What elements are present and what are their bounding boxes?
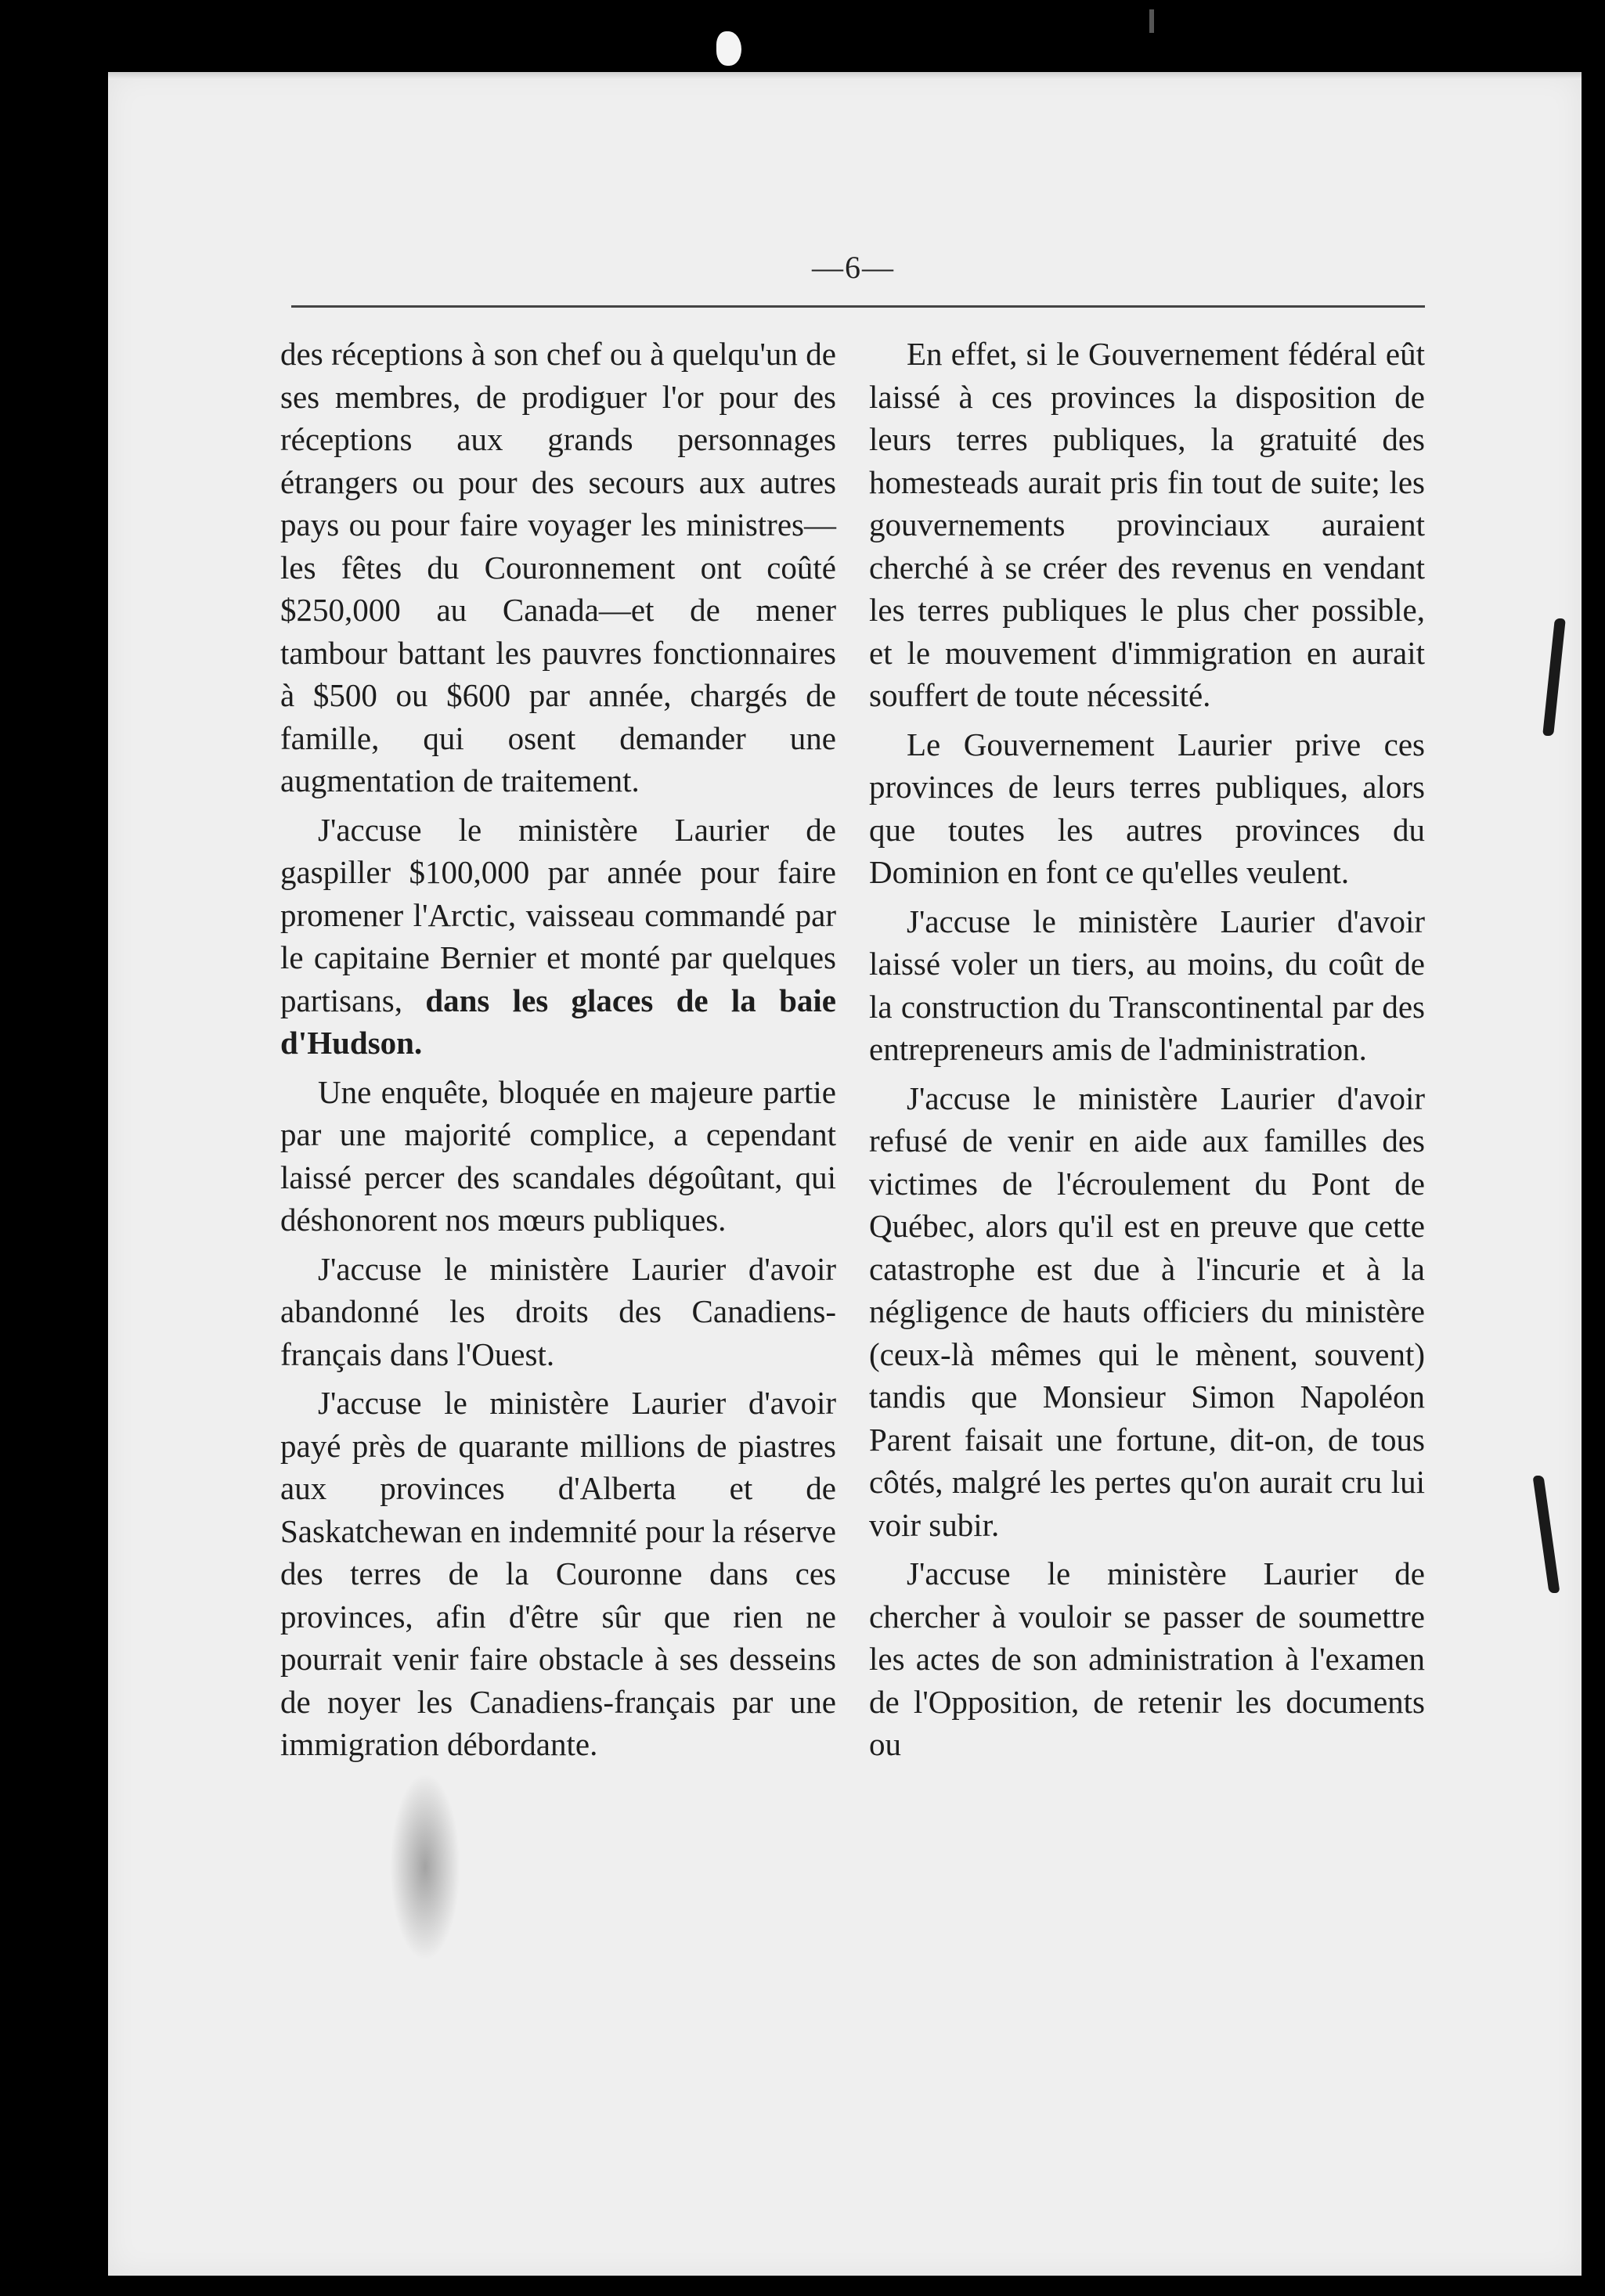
film-scratch: [1149, 9, 1154, 33]
ink-smudge: [390, 1773, 460, 1961]
paragraph-bold-text: dans les glaces de la baie d'Hudson.: [280, 982, 836, 1061]
right-column: [869, 333, 1425, 1772]
page-edge-shadow: [108, 72, 1582, 80]
paragraph: J'accuse le ministère Laurier d'avoir abandonné les droits des Canadiens-français dans l'Ouest.: [280, 1250, 836, 1372]
paragraph: Une enquête, bloquée en majeure partie par une majorité complice, a cependant laissé percer des scandales dégoûtant, qui déshonorent nos mœurs publiques.: [280, 1073, 836, 1238]
paragraph: J'accuse le ministère Laurier d'avoir refusé de venir en aide aux familles des victimes de l'écroulement du Pont de Québec, alors qu'il est en preuve que cette catastrophe est due à l'incurie et à la négligence de hauts officiers du ministère (ceux-là mêmes qui le mènent, souvent) tandis que Monsieur Simon Napoléon Parent faisait une fortune, dit-on, de tous côtés, malgré les pertes qu'on aurait cru lui voir subir.: [869, 1080, 1425, 1543]
paragraph: J'accuse le ministère Laurier d'avoir laissé voler un tiers, au moins, du coût de la construction du Transcontinental par des entrepreneurs amis de l'administration.: [869, 903, 1425, 1067]
paragraph: [280, 809, 836, 1065]
header-rule: [291, 305, 1425, 308]
left-column: [280, 333, 836, 1772]
paragraph: des réceptions à son chef ou à quelqu'un de ses membres, de prodiguer l'or pour des réceptions aux grands personnages étrangers ou pour des secours aux autres pays ou pour faire voyager les ministres—les fêtes du Couronnement ont coûté $250,000 au Canada—et de mener tambour battant les pauvres fonctionnaires à $500 ou $600 par année, chargés de famille, qui osent demander une augmentation de traitement.: [280, 336, 836, 798]
paragraph: Le Gouvernement Laurier prive ces provinces de leurs terres publiques, alors que toutes les autres provinces du Dominion en font ce qu'elles veulent.: [869, 726, 1425, 890]
paragraph: J'accuse le ministère Laurier d'avoir payé près de quarante millions de piastres aux provinces d'Alberta et de Saskatchewan en indemnité pour la réserve des terres de la Couronne dans ces provinces, afin d'être sûr que rien ne pourrait venir faire obstacle à ses desseins de noyer les Canadiens-français par une immigration débordante.: [280, 1385, 836, 1762]
paragraph-text: J'accuse le ministère Laurier de gaspiller $100,000 par année pour faire promener l'Arctic, vaisseau commandé par le capitaine Bernier et monté par quelques partisans,: [280, 811, 836, 1018]
paragraph: En effet, si le Gouvernement fédéral eût laissé à ces provinces la disposition de leurs terres publiques, la gratuité des homesteads aurait pris fin tout de suite; les gouvernements provinciaux auraient cherché à se créer des revenus en vendant les terres publiques le plus cher possible, et le mouvement d'immigration en aurait souffert de toute nécessité.: [869, 336, 1425, 713]
film-marker: [716, 31, 741, 66]
paragraph: J'accuse le ministère Laurier de chercher à vouloir se passer de soumettre les actes de son administration à l'examen de l'Opposition, de retenir les documents ou: [869, 1555, 1425, 1762]
page-number: —6—: [812, 250, 895, 285]
